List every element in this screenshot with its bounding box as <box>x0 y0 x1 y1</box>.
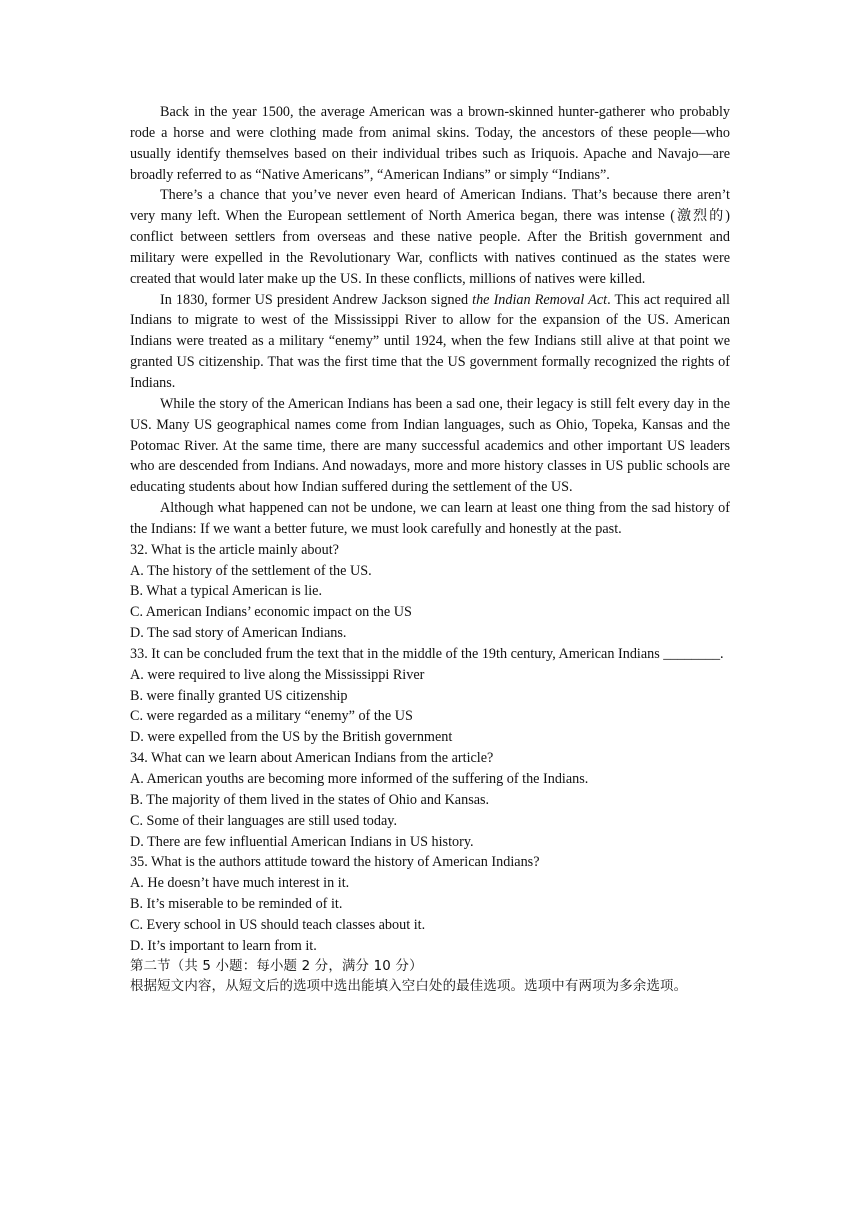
passage-paragraph-3-lead: In 1830, former US president Andrew Jackson signed <box>160 291 473 308</box>
option-b: B. The majority of them lived in the states of Ohio and Kansas. <box>130 791 490 808</box>
option-a: A. American youths are becoming more informed of the suffering of the Indians. <box>130 771 589 787</box>
option-d: D. There are few influential American Indians in US history. <box>130 833 474 850</box>
option-c: C. American Indians’ economic impact on the US <box>130 604 412 621</box>
section-heading: 第二节（共 5 小题：每小题 2 分，满分 10 分） <box>130 958 423 974</box>
option-b: B. What a typical American is lie. <box>130 583 323 600</box>
question-stem: 33. It can be concluded frum the text that in the middle of the 19th century, American Indians ________. <box>130 645 724 662</box>
option-d: D. were expelled from the US by the British government <box>130 729 453 746</box>
passage-paragraph-5: Although what happened can not be undone, we can learn at least one thing from the sad history of the Indians: If we want a better future, we must look carefully and honestly at the past. <box>130 500 730 537</box>
question-35 <box>130 852 730 956</box>
passage-paragraph-1: Back in the year 1500, the average American was a brown-skinned hunter-gatherer who probably rode a horse and were clothing made from animal skins. Today, the ancestors of these people—who usually identify themselves based on their individual tribes such as Iriquois. Apache and Navajo—are broadly referred to as “Native Americans”, “American Indians” or simply “Indians”. <box>130 104 730 183</box>
option-a: A. He doesn’t have much interest in it. <box>130 875 350 892</box>
question-33 <box>130 644 730 748</box>
question-stem: 32. What is the article mainly about? <box>130 541 339 558</box>
option-a: A. were required to live along the Mississippi River <box>130 666 425 683</box>
option-c: C. Some of their languages are still used today. <box>130 812 398 829</box>
question-32 <box>130 540 730 644</box>
option-b: B. It’s miserable to be reminded of it. <box>130 896 343 913</box>
act-title: the Indian Removal Act <box>472 291 608 308</box>
question-stem: 34. What can we learn about American Indians from the article? <box>130 750 494 767</box>
passage-paragraph-3-rest: . This act required all Indians to migrate to west of the Mississippi River to allow for the expansion of the US. American Indians were treated as a military “enemy” until 1924, when the few Indians still alive at that point we granted US citizenship. That was the first time that the US government formally recognized the rights of Indians. <box>130 291 730 391</box>
option-d: D. It’s important to learn from it. <box>130 937 317 954</box>
option-c: C. were regarded as a military “enemy” of the US <box>130 708 413 725</box>
exam-page <box>130 102 730 998</box>
passage-paragraph-3 <box>130 290 730 394</box>
question-stem: 35. What is the authors attitude toward the history of American Indians? <box>130 854 540 871</box>
option-b: B. were finally granted US citizenship <box>130 687 348 704</box>
question-34 <box>130 748 730 852</box>
option-a: A. The history of the settlement of the US. <box>130 562 372 579</box>
passage-paragraph-4: While the story of the American Indians has been a sad one, their legacy is still felt every day in the US. Many US geographical names come from Indian languages, such as Ohio, Topeka, Kansas and the Potomac River. At the same time, there are many successful academics and other important US leaders who are descended from Indians. And nowadays, more and more history classes in US public schools are educating students about how Indian suffered during the settlement of the US. <box>130 395 730 496</box>
passage-paragraph-2: There’s a chance that you’ve never even heard of American Indians. That’s because there aren’t very many left. When the European settlement of North America began, there was intense (激烈的) conflict between settlers from overseas and these native people. After the British government and military were expelled in the Revolutionary War, conflicts with natives continued as the states were created that would later make up the US. In these conflicts, millions of natives were killed. <box>130 187 730 287</box>
option-d: D. The sad story of American Indians. <box>130 625 347 642</box>
option-c: C. Every school in US should teach classes about it. <box>130 916 426 933</box>
section-instruction: 根据短文内容，从短文后的选项中选出能填入空白处的最佳选项。选项中有两项为多余选项。 <box>130 979 688 995</box>
